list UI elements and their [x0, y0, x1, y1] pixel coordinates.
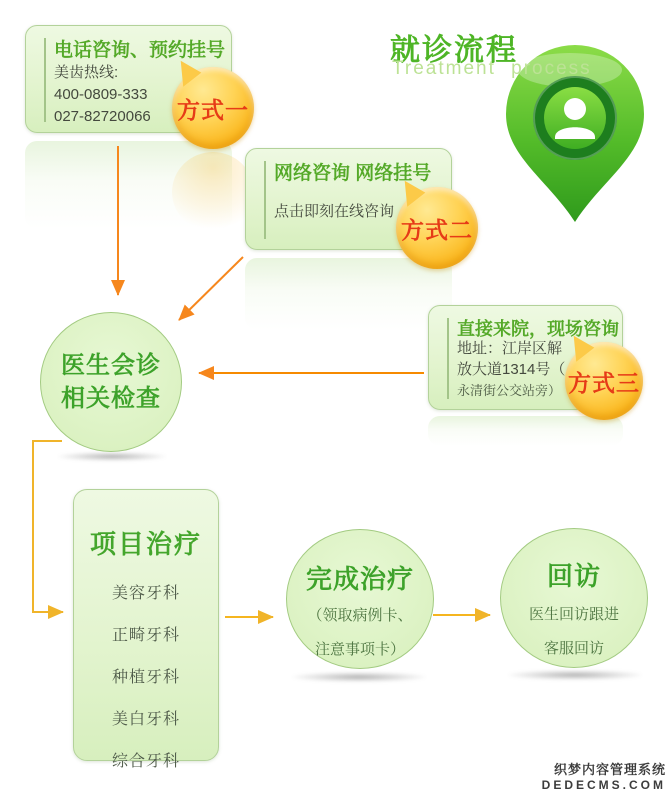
treatment-item-cosmetic: 美容牙科 [111, 585, 180, 602]
accent-line [264, 161, 266, 239]
accent-line [447, 318, 449, 399]
watermark-cn: 织梦内容管理系统 [553, 762, 666, 777]
phone-consult-title: 电话咨询、预约挂号 [54, 40, 226, 61]
consult-line-2: 相关检查 [61, 385, 161, 412]
treatment-box-title: 项目治疗 [89, 529, 202, 559]
method-1-label: 方式一 [177, 96, 249, 123]
method-2-badge [396, 187, 478, 269]
method-1-badge [172, 67, 254, 149]
treatment-item-implant: 种植牙科 [111, 669, 180, 686]
consult-line-1: 医生会诊 [61, 352, 161, 379]
online-consult-title: 网络咨询 网络挂号 [274, 163, 432, 184]
finish-note-1: （领取病例卡、 [307, 607, 413, 624]
online-consult-link[interactable]: 点击即刻在线咨询 [274, 203, 395, 220]
treatment-item-orthodontic: 正畸牙科 [111, 627, 180, 644]
method-3-label: 方式三 [568, 369, 640, 396]
revisit-note-1: 医生回访跟进 [528, 606, 619, 623]
treatment-item-general: 综合牙科 [111, 753, 180, 770]
method-2-label: 方式二 [401, 216, 473, 243]
connector-consult-to-treatment [33, 441, 63, 612]
dedecms-watermark [542, 759, 666, 792]
revisit-title: 回访 [546, 561, 601, 591]
hotline-label: 美齿热线: [54, 64, 119, 81]
finish-treatment-circle [286, 529, 434, 669]
revisit-note-2: 客服回访 [543, 640, 604, 657]
revisit-circle [500, 528, 648, 668]
method-3-badge [565, 342, 643, 420]
treatment-items-box [73, 489, 219, 770]
arrow-online-to-consult [179, 257, 243, 320]
address-line-2: 放大道1314号（ [457, 361, 566, 378]
address-line-3: 永清街公交站旁） [457, 383, 562, 398]
hotline-number-400: 400-0809-333 [54, 86, 148, 103]
watermark-en: DEDECMS.COM [541, 778, 666, 792]
page-title: 就诊流程 [390, 34, 518, 67]
page-subtitle: Treatment process [392, 58, 592, 79]
treatment-item-whitening: 美白牙科 [111, 711, 180, 728]
finish-title: 完成治疗 [305, 564, 414, 594]
doctor-consult-circle [40, 312, 182, 452]
hotline-number-027: 027-82720066 [54, 108, 151, 125]
walk-in-title: 直接来院，现场咨询 [457, 319, 619, 339]
accent-line [44, 38, 46, 122]
address-line-1: 地址：江岸区解 [457, 340, 563, 357]
finish-note-2: 注意事项卡） [314, 641, 405, 658]
